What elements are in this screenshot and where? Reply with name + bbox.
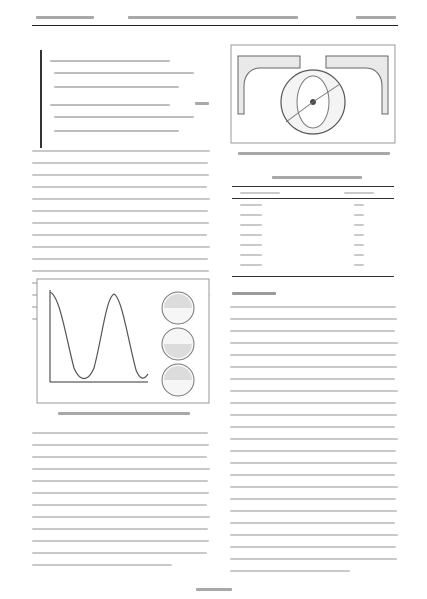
running-header	[0, 0, 427, 30]
footer-page-id	[196, 588, 232, 591]
equation-line	[50, 104, 170, 106]
table-cell	[354, 234, 364, 236]
table-header-rule	[232, 198, 394, 199]
figure-3-graphic	[230, 44, 396, 144]
equation-number	[195, 102, 209, 105]
left-paragraph-2	[32, 432, 210, 582]
right-paragraph	[230, 306, 398, 582]
table-1	[232, 186, 394, 282]
table-bottom-rule	[232, 276, 394, 277]
figure-2-graphic	[36, 278, 210, 404]
table-cell	[240, 224, 262, 226]
figure-3-caption	[238, 152, 390, 155]
table-cell	[240, 264, 262, 266]
table-cell	[240, 244, 262, 246]
equation-line	[54, 72, 194, 74]
equation-brace	[40, 50, 42, 148]
table-cell	[240, 234, 262, 236]
equation-line	[54, 130, 179, 132]
table-cell	[354, 224, 364, 226]
table-cell	[240, 214, 262, 216]
table-header-cell	[344, 192, 374, 194]
header-rule	[32, 25, 398, 26]
equation-line	[50, 60, 170, 62]
table-cell	[354, 254, 364, 256]
figure-2	[36, 278, 210, 404]
table-top-rule	[232, 186, 394, 187]
table-cell	[354, 264, 364, 266]
table-cell	[240, 254, 262, 256]
equation-line	[54, 116, 194, 118]
table-header-cell	[240, 192, 280, 194]
header-right	[356, 16, 396, 19]
table-1-title	[272, 176, 362, 179]
table-cell	[240, 204, 262, 206]
header-center	[128, 16, 298, 19]
table-cell	[354, 204, 364, 206]
table-cell	[354, 214, 364, 216]
equation-block	[40, 50, 215, 148]
figure-3	[230, 44, 396, 144]
section-heading	[232, 292, 276, 295]
equation-line	[54, 86, 179, 88]
header-left	[36, 16, 94, 19]
figure-2-caption	[58, 412, 190, 415]
table-cell	[354, 244, 364, 246]
